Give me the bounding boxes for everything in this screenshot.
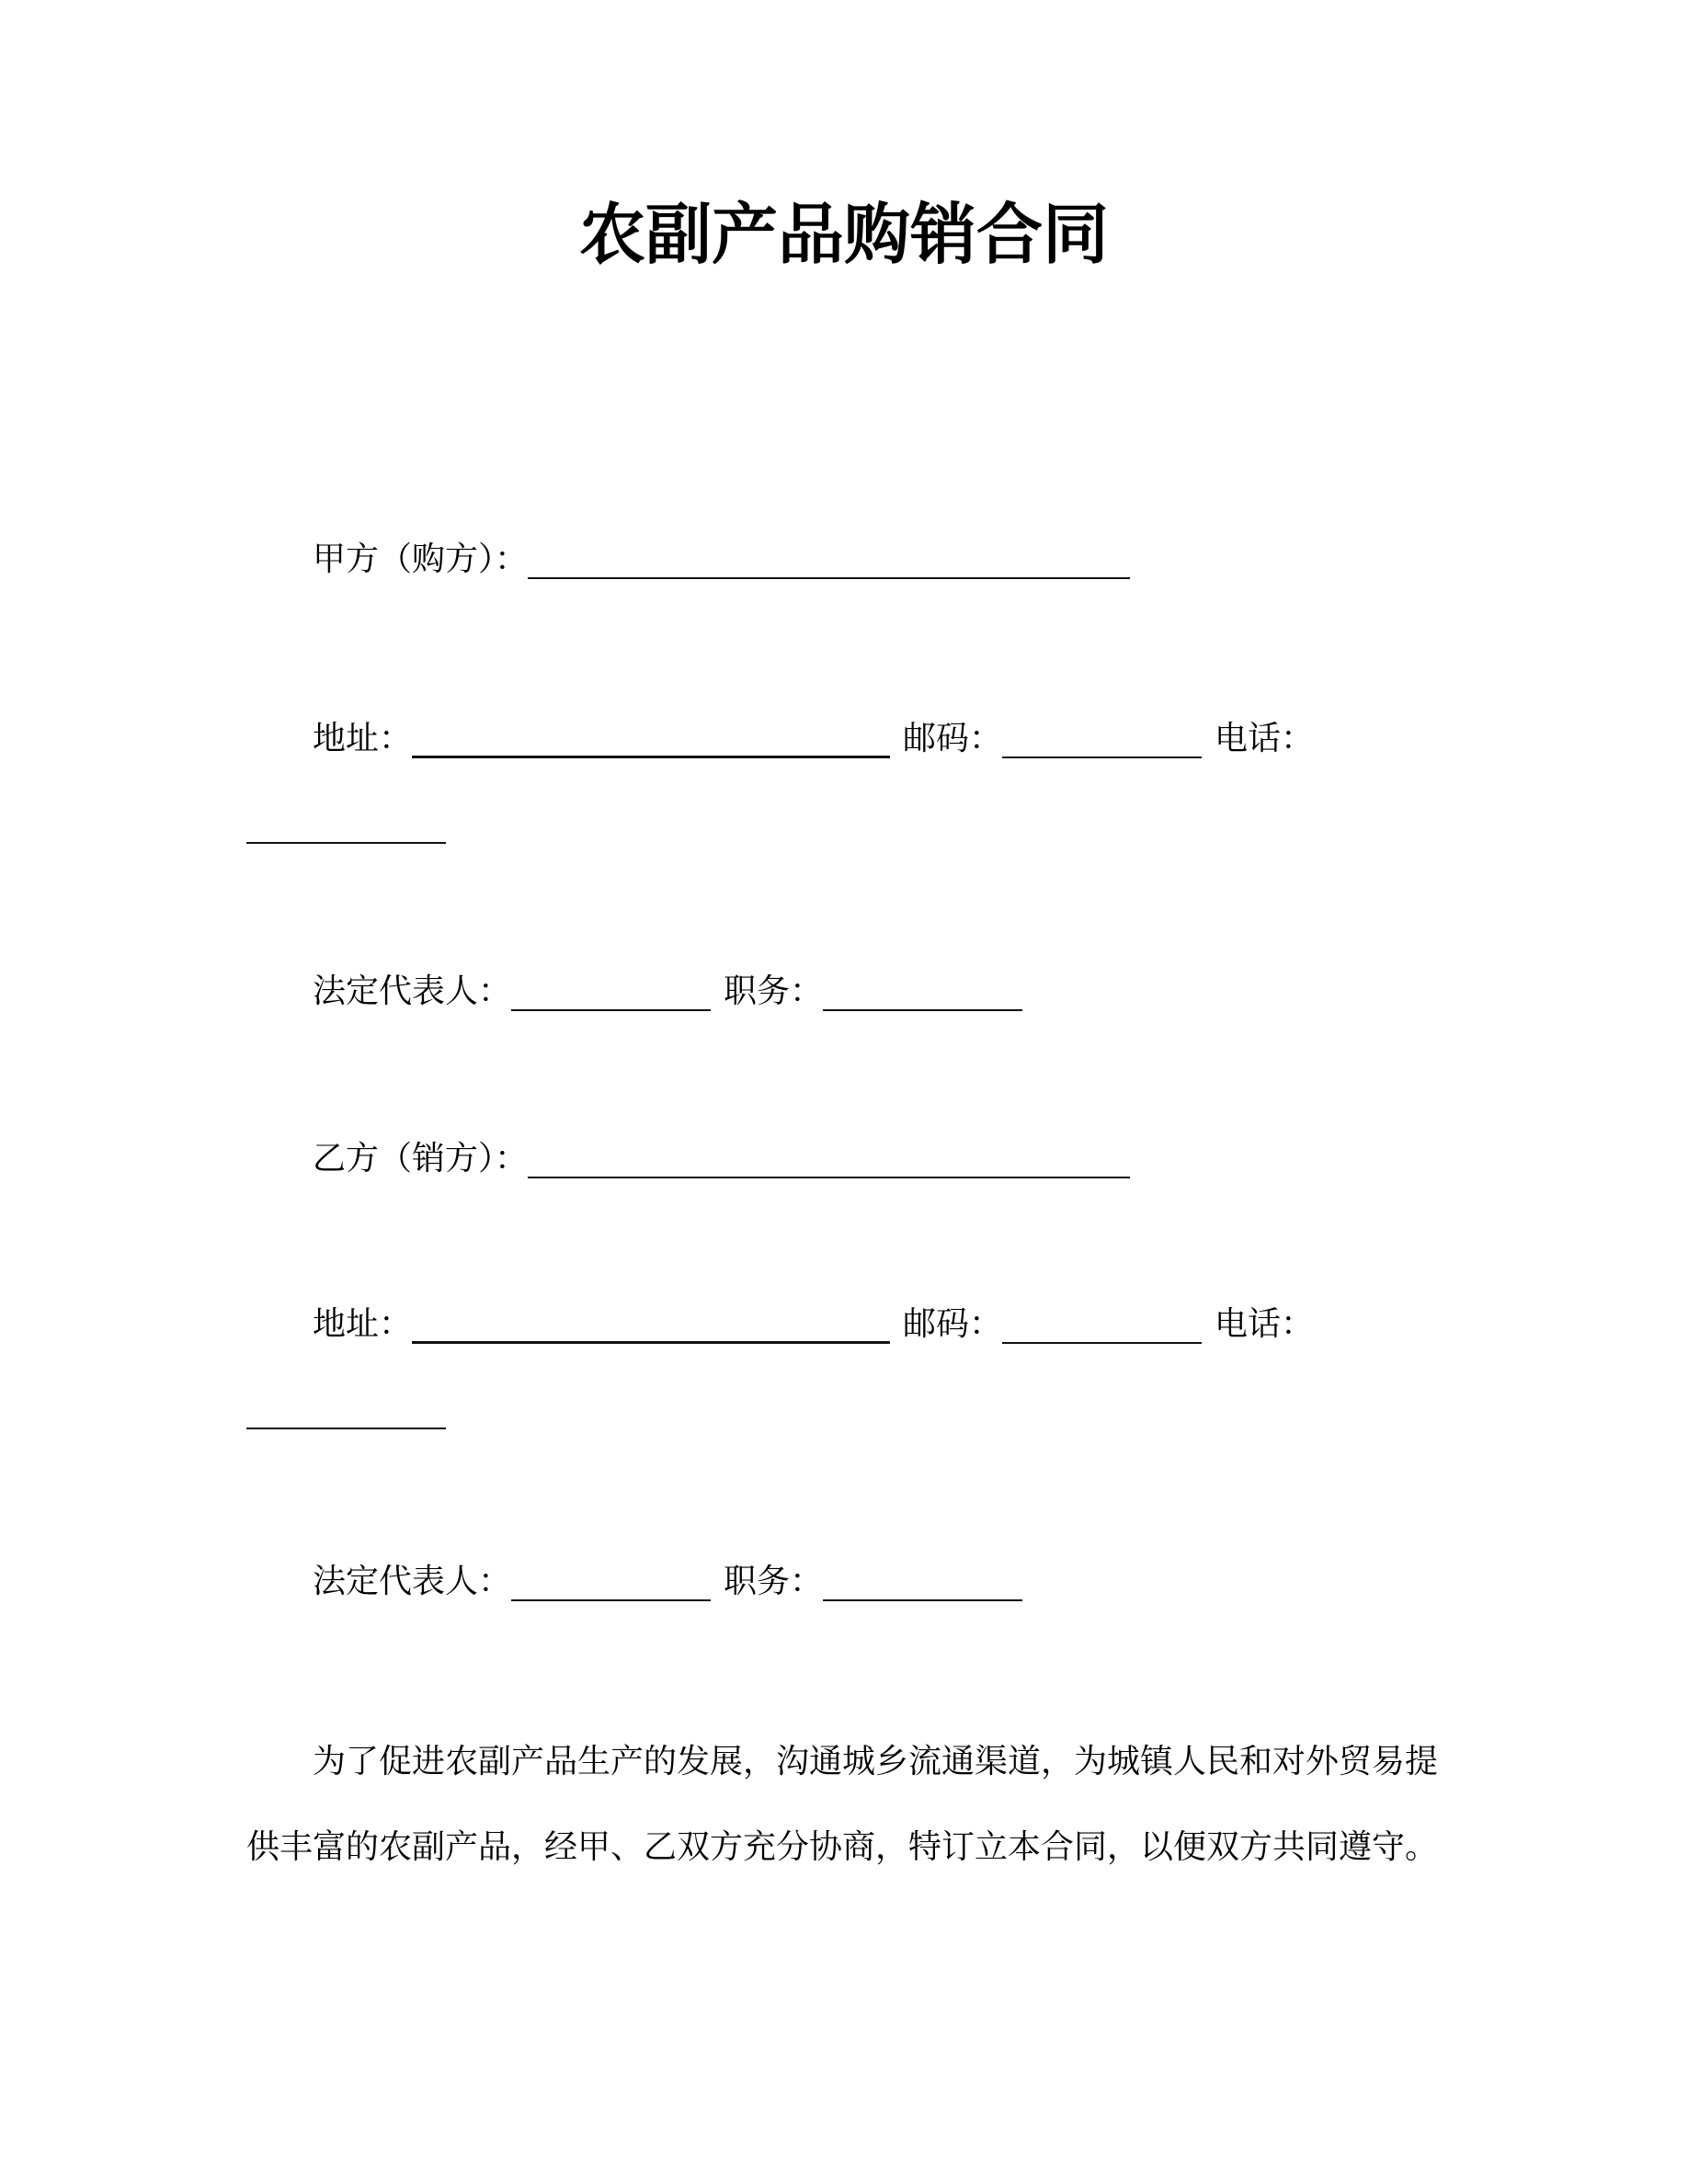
party-b-name-blank[interactable] <box>528 1142 1130 1178</box>
party-b-position-label: 职务： <box>724 1563 824 1599</box>
party-a-postcode-blank[interactable] <box>1002 722 1202 758</box>
party-a-name-blank[interactable] <box>528 542 1130 579</box>
party-a-phone-blank-line <box>246 781 1442 867</box>
party-b-name-label: 乙方（销方）： <box>313 1140 529 1177</box>
party-a-address-label: 地址： <box>313 720 413 756</box>
party-b-name-line <box>246 1116 1442 1201</box>
preamble-line-2: 供丰富的农副产品，经甲、乙双方充分协商，特订立本合同，以便双方共同遵守。 <box>246 1828 1439 1865</box>
party-a-legal-rep-blank[interactable] <box>511 974 711 1011</box>
party-b-phone-blank-line <box>246 1367 1442 1452</box>
party-a-postcode-label: 邮码： <box>903 720 1003 756</box>
preamble-paragraph <box>246 1719 1442 1890</box>
party-a-address-blank[interactable] <box>412 722 890 758</box>
party-b-legal-rep-blank[interactable] <box>511 1564 711 1601</box>
party-b-address-label: 地址： <box>313 1305 413 1342</box>
party-b-address-blank[interactable] <box>412 1307 890 1344</box>
document-title: 农副产品购销合同 <box>578 196 1109 273</box>
party-a-section <box>246 517 1442 1034</box>
party-b-legal-rep-line <box>246 1539 1442 1624</box>
party-b-postcode-label: 邮码： <box>903 1305 1003 1342</box>
party-a-position-label: 职务： <box>724 973 824 1009</box>
party-b-address-line <box>246 1281 1442 1367</box>
party-a-phone-blank[interactable] <box>246 807 446 844</box>
party-a-phone-label: 电话： <box>1215 720 1315 756</box>
party-b-phone-label: 电话： <box>1215 1305 1315 1342</box>
party-b-phone-blank[interactable] <box>246 1393 446 1429</box>
party-b-position-blank[interactable] <box>823 1564 1022 1601</box>
party-a-address-line <box>246 696 1442 781</box>
preamble-line-1: 为了促进农副产品生产的发展，沟通城乡流通渠道，为城镇人民和对外贸易提 <box>313 1743 1439 1780</box>
party-a-legal-rep-line <box>246 949 1442 1034</box>
party-a-name-label: 甲方（购方）： <box>313 540 529 577</box>
party-b-postcode-blank[interactable] <box>1002 1307 1202 1344</box>
party-b-section <box>246 1116 1442 1624</box>
party-b-legal-rep-label: 法定代表人： <box>313 1563 512 1599</box>
party-a-legal-rep-label: 法定代表人： <box>313 973 512 1009</box>
party-a-position-blank[interactable] <box>823 974 1022 1011</box>
party-a-name-line <box>246 517 1442 602</box>
